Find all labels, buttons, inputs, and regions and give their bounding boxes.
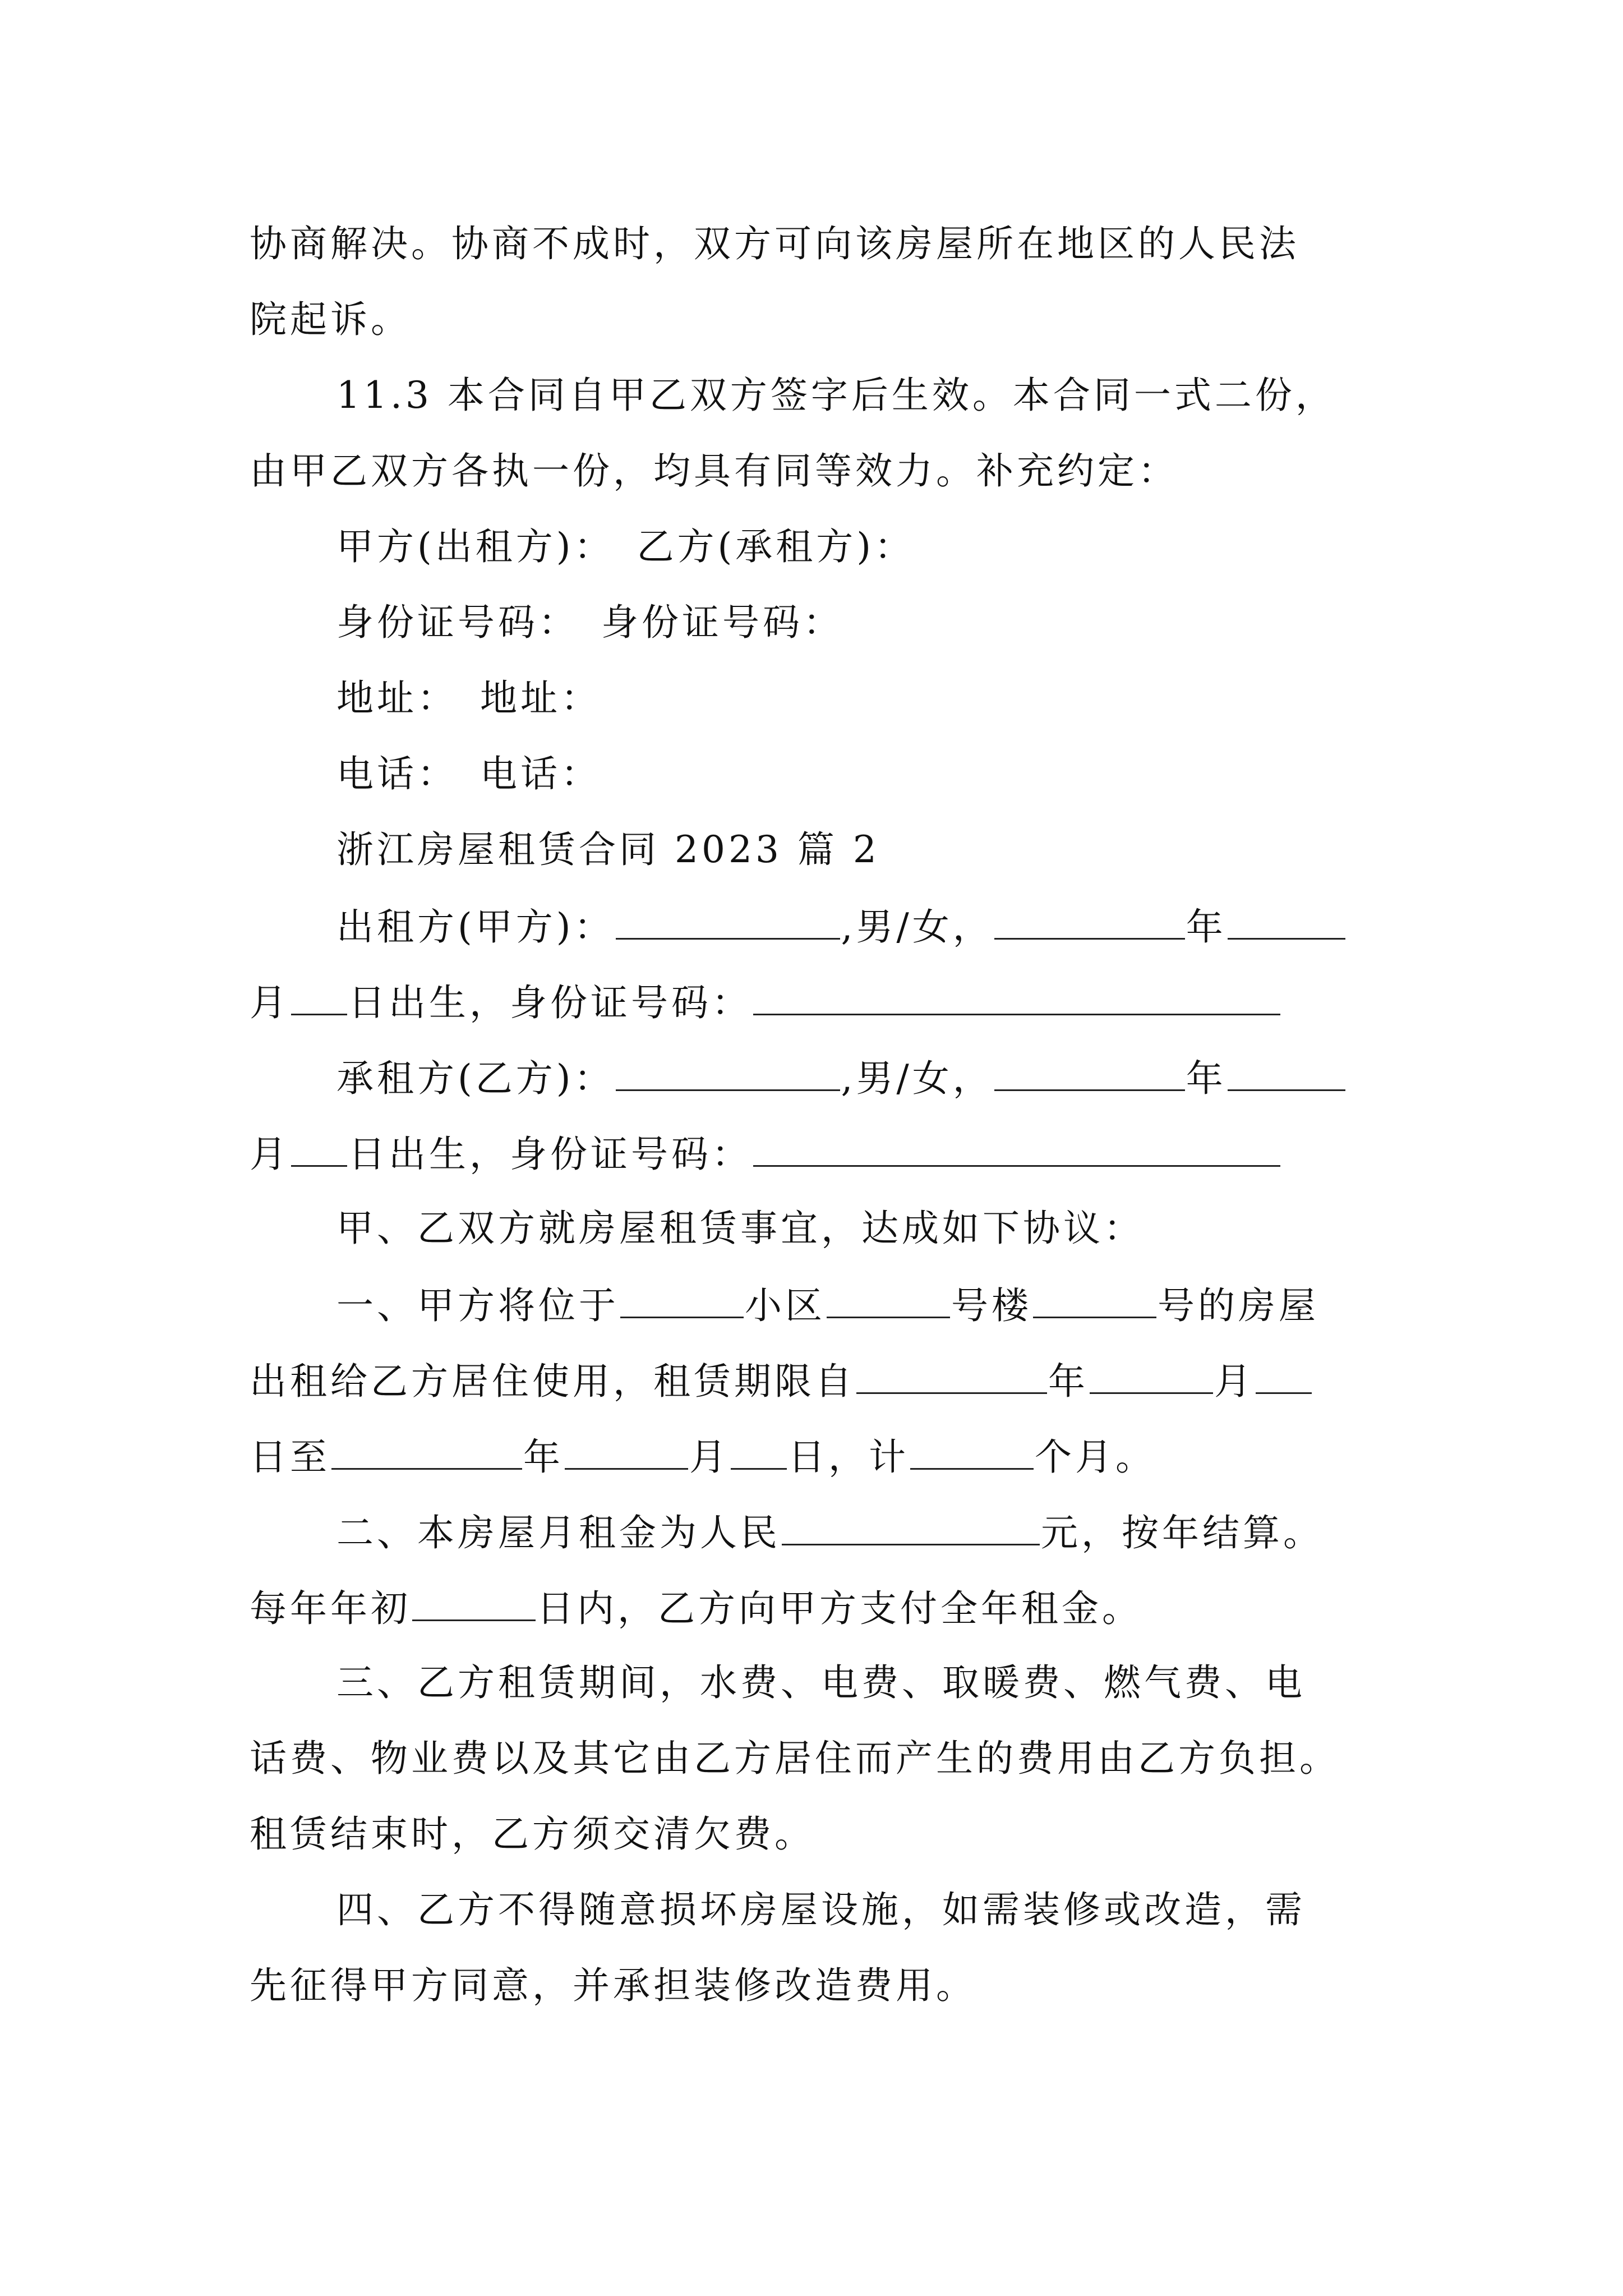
section-title [336, 827, 1385, 872]
building-text: 号楼 [951, 1284, 1032, 1327]
paragraph-text: 租赁结束时，乙方须交清欠费。 [250, 1812, 815, 1856]
text-line [250, 1433, 1382, 1478]
phone-label: 电话： [480, 752, 601, 795]
text-line [250, 297, 1382, 342]
year-start-text: 每年年初 [250, 1587, 411, 1630]
text-line [250, 1585, 1382, 1630]
text-line [250, 1812, 1382, 1857]
text-line [336, 1282, 1385, 1327]
day-blank [1256, 1358, 1312, 1394]
day-blank [291, 1130, 347, 1167]
phone-label: 电话： [336, 752, 458, 795]
address-label: 地址： [336, 677, 458, 720]
month-blank [1228, 903, 1345, 940]
id-number-label: 身份证号码： [336, 601, 579, 644]
room-text: 号的房屋 [1158, 1284, 1319, 1327]
year-text: 年 [1048, 1360, 1089, 1403]
signature-line [336, 600, 1385, 645]
year-blank [331, 1433, 522, 1470]
gender-text: ,男/女， [841, 905, 993, 949]
text-line [250, 1358, 1382, 1402]
address-label: 地址： [480, 677, 601, 720]
month-text: 月 [250, 1133, 290, 1176]
clause-4-text: 四、乙方不得随意损坏房屋设施，如需装修或改造，需 [336, 1888, 1306, 1931]
year-text: 年 [523, 1435, 564, 1479]
clause-1-text: 一、甲方将位于 [336, 1284, 619, 1327]
month-text: 月 [1214, 1360, 1255, 1403]
lessor-label: 出租方(甲方)： [336, 905, 615, 949]
text-line [336, 1660, 1385, 1705]
months-text: 个月。 [1035, 1435, 1156, 1479]
month-blank [1228, 1055, 1345, 1091]
text-line [336, 1509, 1385, 1554]
party-a-label: 甲方(出租方)： [336, 525, 615, 568]
settlement-text: 元，按年结算。 [1041, 1511, 1324, 1554]
clause-11-3: 11.3 本合同自甲乙双方签字后生效。本合同一式二份， [336, 374, 1336, 417]
month-blank [565, 1433, 688, 1470]
room-blank [1033, 1282, 1156, 1318]
agreement-intro: 甲、乙双方就房屋租赁事宜，达成如下协议： [336, 1207, 1144, 1250]
payment-text: 日内，乙方向甲方支付全年租金。 [537, 1587, 1142, 1630]
text-line [336, 373, 1385, 418]
id-blank [753, 979, 1280, 1015]
months-blank [910, 1433, 1034, 1470]
clause-2-text: 二、本房屋月租金为人民 [336, 1511, 781, 1554]
lessee-label: 承租方(乙方)： [336, 1057, 615, 1100]
month-text: 月 [250, 981, 290, 1024]
paragraph-text: 话费、物业费以及其它由乙方居住而产生的费用由乙方负担。 [250, 1737, 1340, 1780]
birth-id-text: 日出生，身份证号码： [348, 1133, 752, 1176]
clause-3-text: 三、乙方租赁期间，水费、电费、取暖费、燃气费、电 [336, 1661, 1306, 1704]
community-text: 小区 [745, 1284, 826, 1327]
id-blank [753, 1130, 1280, 1167]
year-blank [994, 1055, 1185, 1091]
text-line [250, 449, 1382, 494]
day-blank [731, 1433, 787, 1470]
community-blank [620, 1282, 744, 1318]
text-line [250, 1736, 1382, 1781]
paragraph-text: 由甲乙双方各执一份，均具有同等效力。补充约定： [250, 449, 1178, 493]
year-blank [856, 1358, 1047, 1394]
party-b-label: 乙方(承租方)： [637, 525, 915, 568]
year-text: 年 [1186, 1057, 1227, 1100]
name-blank [616, 1055, 840, 1091]
name-blank [616, 903, 840, 940]
signature-line [336, 752, 1385, 797]
paragraph-text: 院起诉。 [250, 298, 411, 341]
text-line [250, 1130, 1382, 1175]
text-line [250, 222, 1382, 266]
day-blank [291, 979, 347, 1015]
month-text: 月 [689, 1435, 730, 1479]
text-line [250, 979, 1382, 1024]
paragraph-text: 协商解决。协商不成时，双方可向该房屋所在地区的人民法 [250, 222, 1299, 265]
lease-term-text: 出租给乙方居住使用，租赁期限自 [250, 1360, 855, 1403]
day-to-text: 日至 [250, 1435, 330, 1479]
birth-id-text: 日出生，身份证号码： [348, 981, 752, 1024]
days-blank [412, 1585, 536, 1621]
paragraph-text: 先征得甲方同意，并承担装修改造费用。 [250, 1964, 976, 2007]
total-text: 日，计 [788, 1435, 909, 1479]
rent-blank [782, 1509, 1040, 1545]
text-line [336, 903, 1385, 948]
text-line [250, 1963, 1382, 2008]
year-blank [994, 903, 1185, 940]
signature-line [336, 524, 1385, 569]
gender-text: ,男/女， [841, 1057, 993, 1100]
building-blank [827, 1282, 950, 1318]
text-line [336, 1206, 1385, 1251]
signature-line [336, 676, 1385, 721]
id-number-label: 身份证号码： [601, 601, 843, 644]
text-line [336, 1055, 1385, 1099]
month-blank [1090, 1358, 1213, 1394]
contract-title: 浙江房屋租赁合同 2023 篇 2 [336, 828, 880, 871]
text-line [336, 1888, 1385, 1932]
year-text: 年 [1186, 905, 1227, 949]
